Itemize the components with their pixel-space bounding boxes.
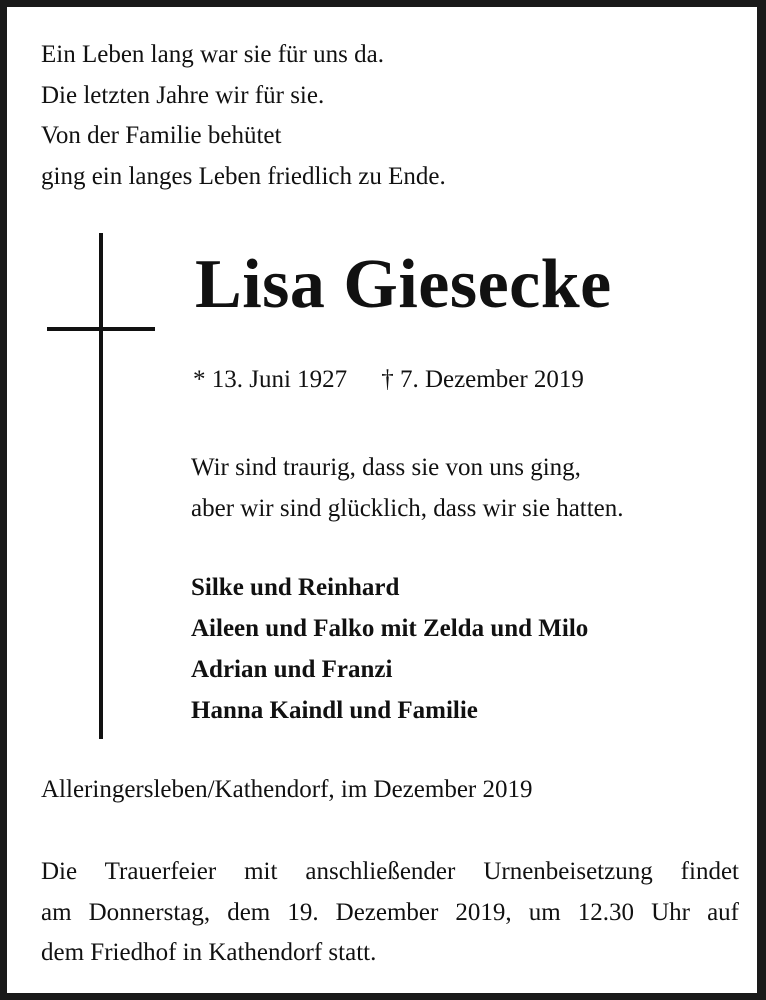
life-dates	[193, 364, 584, 396]
death-date: † 7. Dezember 2019	[381, 366, 584, 393]
deceased-name: Lisa Giesecke	[195, 246, 612, 323]
quote-line: Wir sind traurig, dass sie von uns ging,	[191, 454, 581, 481]
memorial-quote	[191, 448, 624, 529]
place-and-date: Alleringersleben/Kathendorf, im Dezember 2019	[41, 776, 533, 803]
cross-vertical-bar	[99, 233, 103, 739]
intro-line: Ein Leben lang war sie für uns da.	[41, 41, 384, 68]
funeral-line: Die Trauerfeier mit anschließender Urnenbeisetzung findet	[41, 858, 739, 885]
mourner-entry: Aileen und Falko mit Zelda und Milo	[191, 615, 589, 642]
mourner-entry: Silke und Reinhard	[191, 574, 400, 601]
mourner-entry: Adrian und Franzi	[191, 656, 393, 683]
funeral-line: am Donnerstag, dem 19. Dezember 2019, um 12.30 Uhr auf	[41, 898, 739, 926]
funeral-line: dem Friedhof in Kathendorf statt.	[41, 939, 377, 966]
intro-line: Von der Familie behütet	[41, 122, 282, 149]
mourners-list	[191, 567, 588, 731]
mourner-entry: Hanna Kaindl und Familie	[191, 697, 478, 724]
funeral-notice	[41, 852, 739, 974]
quote-line: aber wir sind glücklich, dass wir sie hatten.	[191, 494, 624, 522]
cross-horizontal-bar	[47, 327, 155, 331]
intro-line: Die letzten Jahre wir für sie.	[41, 81, 325, 109]
intro-line: ging ein langes Leben friedlich zu Ende.	[41, 162, 446, 190]
intro-verse	[41, 35, 446, 197]
birth-date: * 13. Juni 1927	[193, 366, 348, 393]
